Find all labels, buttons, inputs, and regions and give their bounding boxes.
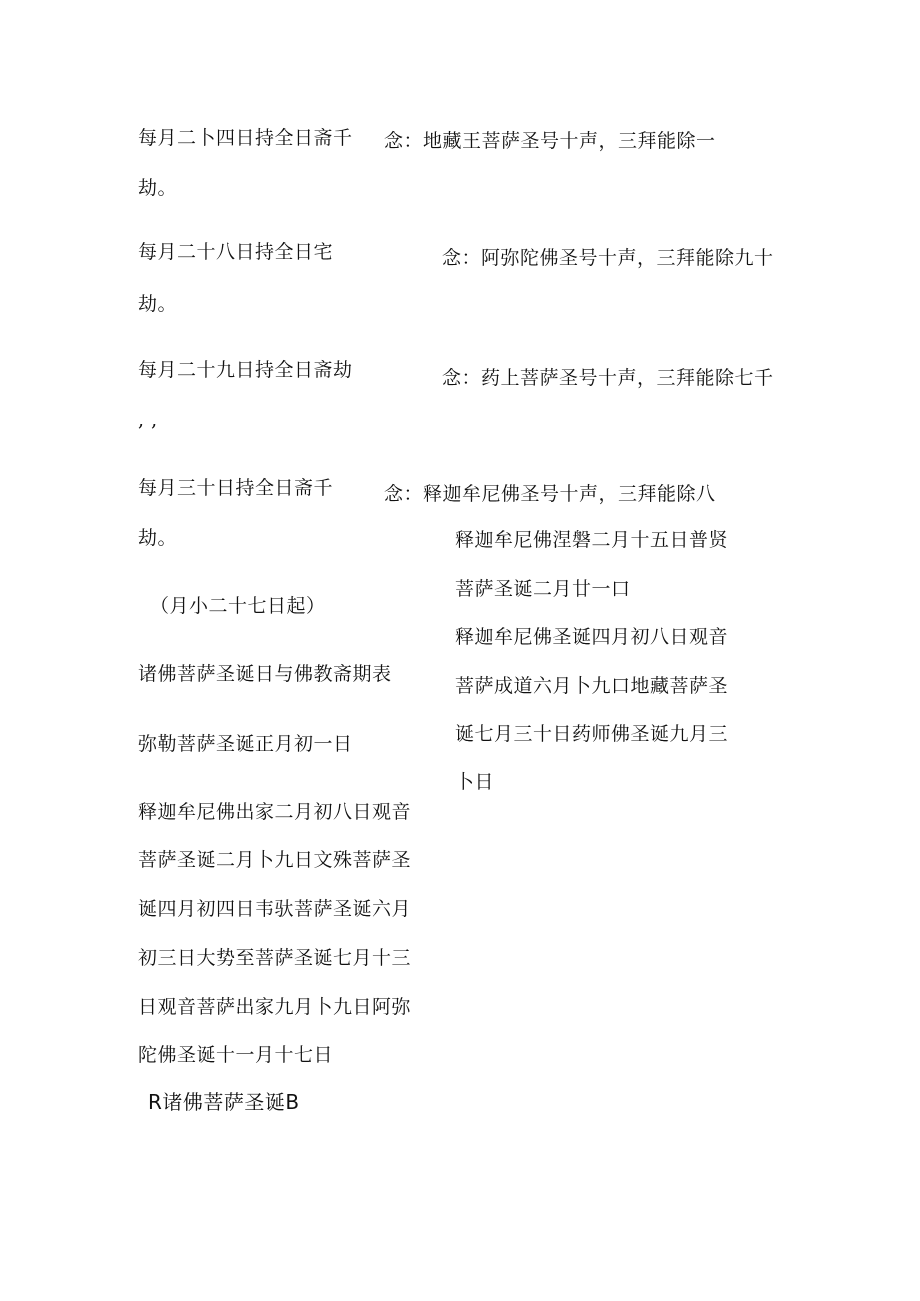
- left-line: 初三日大势至菩萨圣诞七月十三: [138, 947, 412, 969]
- fast-entry-29-right: 念：药上菩萨圣号十声，三拜能除七千: [442, 367, 774, 389]
- right-line: 诞七月三十日药师佛圣诞九月三: [455, 723, 729, 745]
- fast-entry-29-left: 每月二十九日持全日斋劫: [138, 359, 353, 381]
- right-line: 释迦牟尼佛涅磐二月十五日普贤: [455, 529, 729, 551]
- left-line: 诞四月初四日韦驮菩萨圣诞六月: [138, 898, 412, 920]
- fast-entry-24-left: 每月二卜四日持全日斋千: [138, 127, 353, 149]
- fast-entry-28-left: 每月二十八日持全日宅: [138, 241, 334, 263]
- right-line: 卜日: [455, 771, 495, 793]
- right-line: 菩萨成道六月卜九口地藏菩萨圣: [455, 675, 729, 697]
- left-line: 日观音菩萨出家九月卜九日阿弥: [138, 996, 412, 1018]
- table-title: 诸佛菩萨圣诞日与佛教斋期表: [138, 663, 392, 685]
- month-note: （月小二十七日起）: [150, 595, 326, 617]
- left-line: 弥勒菩萨圣诞正月初一日: [138, 733, 353, 755]
- fast-entry-28-tail: 劫。: [138, 293, 178, 315]
- fast-entry-24-tail: 劫。: [138, 177, 178, 199]
- right-line: 释迦牟尼佛圣诞四月初八日观音: [455, 626, 729, 648]
- fast-entry-24-right: 念：地藏王菩萨圣号十声，三拜能除一: [384, 130, 716, 152]
- fast-entry-30-left: 每月三十日持全日斋千: [138, 477, 334, 499]
- footer-heading: R诸佛菩萨圣诞B: [148, 1090, 300, 1114]
- fast-entry-28-right: 念：阿弥陀佛圣号十声，三拜能除九十: [442, 247, 774, 269]
- left-line: 释迦牟尼佛出家二月初八日观音: [138, 801, 412, 823]
- fast-entry-29-tail: , ,: [138, 409, 158, 431]
- right-line: 菩萨圣诞二月廿一口: [455, 578, 631, 600]
- fast-entry-30-right: 念：释迦牟尼佛圣号十声，三拜能除八: [384, 483, 716, 505]
- fast-entry-30-tail: 劫。: [138, 527, 178, 549]
- left-line: 陀佛圣诞十一月十七日: [138, 1044, 334, 1066]
- left-line: 菩萨圣诞二月卜九日文殊菩萨圣: [138, 849, 412, 871]
